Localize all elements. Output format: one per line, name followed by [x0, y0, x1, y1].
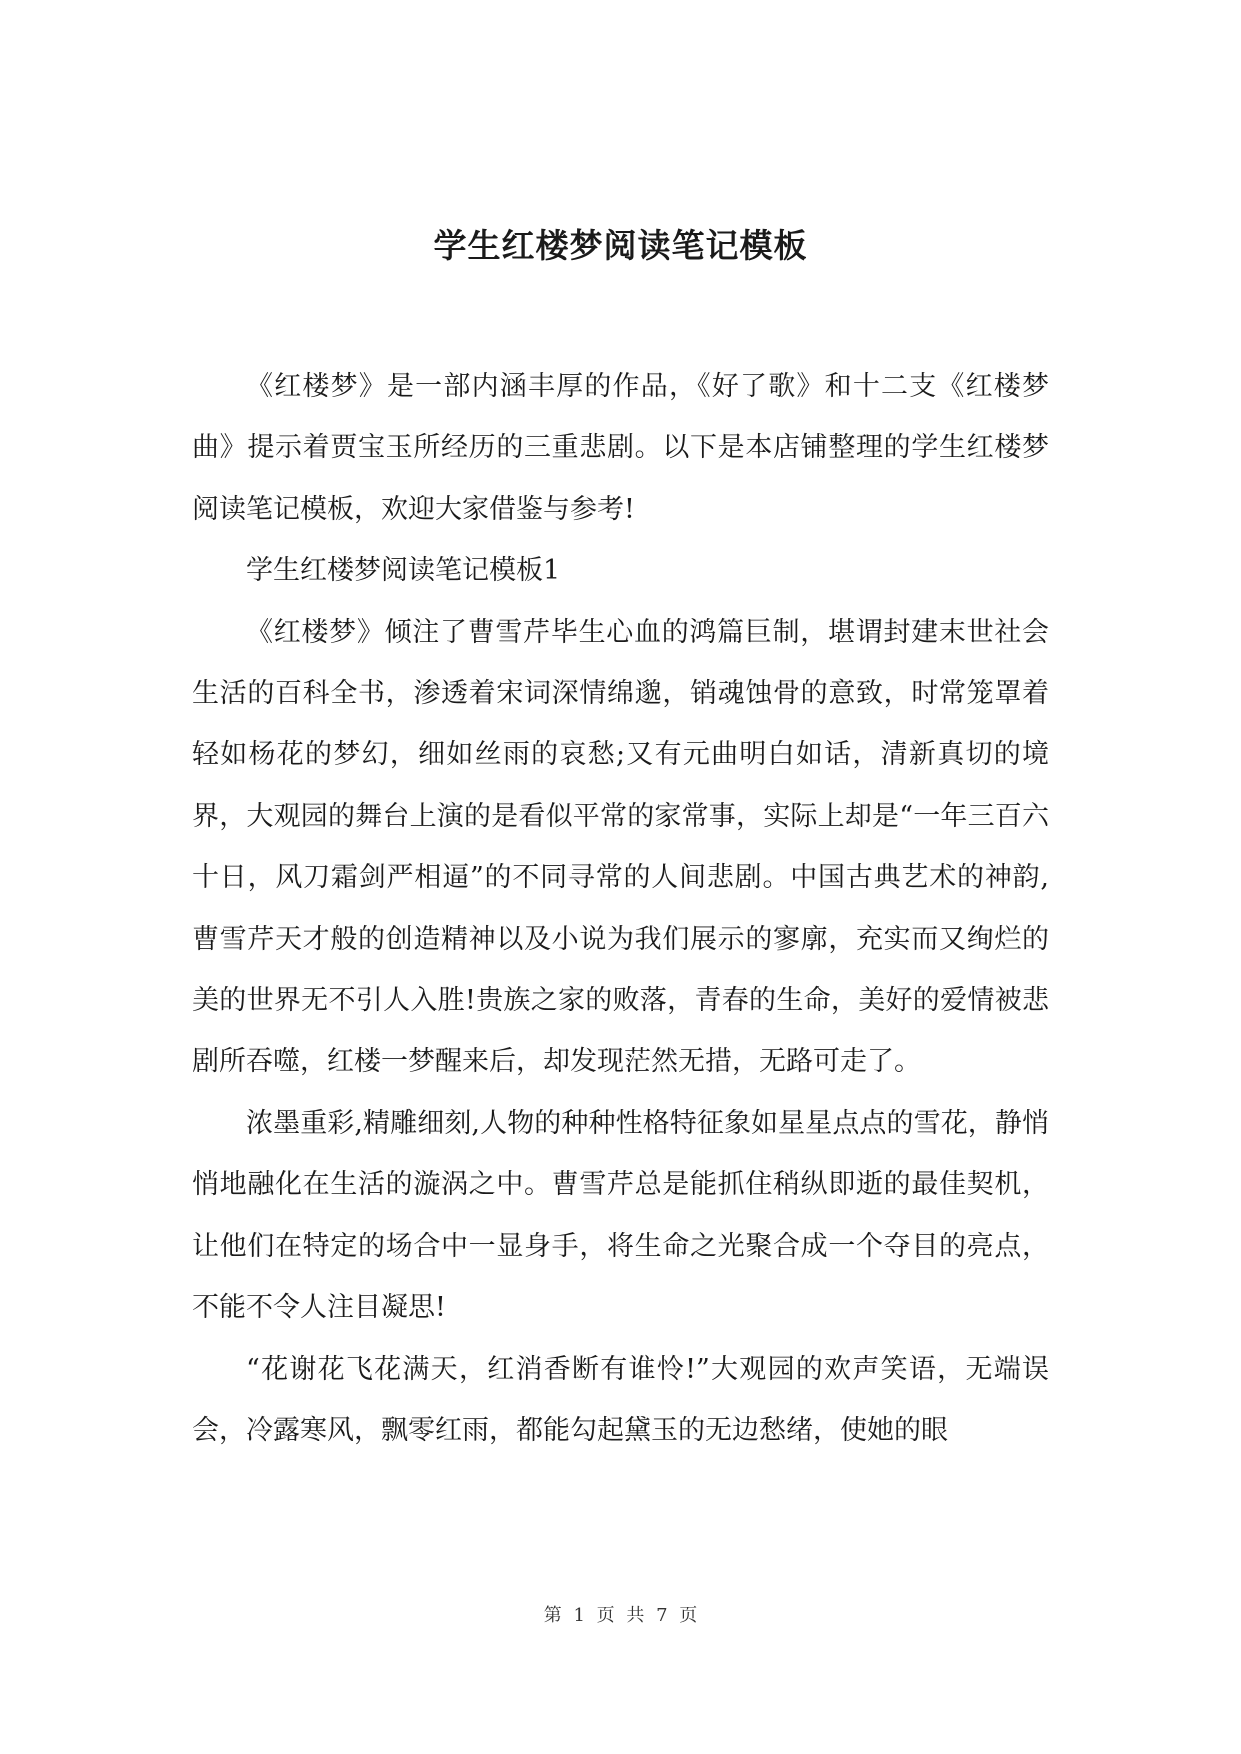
paragraph-intro: 《红楼梦》是一部内涵丰厚的作品，《好了歌》和十二支《红楼梦曲》提示着贾宝玉所经历的三重悲剧。以下是本店铺整理的学生红楼梦阅读笔记模板，欢迎大家借鉴与参考! [192, 371, 1049, 525]
document-body [192, 356, 1049, 1461]
paragraph-body-3: “花谢花飞花满天，红消香断有谁怜!”大观园的欢声笑语，无端误会，冷露寒风，飘零红雨，都能勾起黛玉的无边愁绪，使她的眼 [192, 1353, 1049, 1446]
document-title: 学生红楼梦阅读笔记模板 [433, 226, 808, 265]
paragraph-body-2: 浓墨重彩,精雕细刻,人物的种种性格特征象如星星点点的雪花，静悄悄地融化在生活的漩涡之中。曹雪芹总是能抓住稍纵即逝的最佳契机，让他们在特定的场合中一显身手，将生命之光聚合成一个夺目的亮点，不能不令人注目凝思! [192, 1107, 1049, 1324]
paragraph-body-1: 《红楼梦》倾注了曹雪芹毕生心血的鸿篇巨制，堪谓封建末世社会生活的百科全书，渗透着宋词深情绵邈，销魂蚀骨的意致，时常笼罩着轻如杨花的梦幻，细如丝雨的哀愁;又有元曲明白如话，清新真切的境界，大观园的舞台上演的是看似平常的家常事，实际上却是“一年三百六十日，风刀霜剑严相逼”的不同寻常的人间悲剧。中国古典艺术的神韵,曹雪芹天才般的创造精神以及小说为我们展示的寥廓，充实而又绚烂的美的世界无不引人入胜!贵族之家的败落，青春的生命，美好的爱情被悲剧所吞噬，红楼一梦醒来后，却发现茫然无措，无路可走了。 [192, 616, 1049, 1078]
section-heading-1: 学生红楼梦阅读笔记模板1 [246, 555, 561, 587]
page-number-footer: 第 1 页 共 7 页 [543, 1605, 698, 1626]
